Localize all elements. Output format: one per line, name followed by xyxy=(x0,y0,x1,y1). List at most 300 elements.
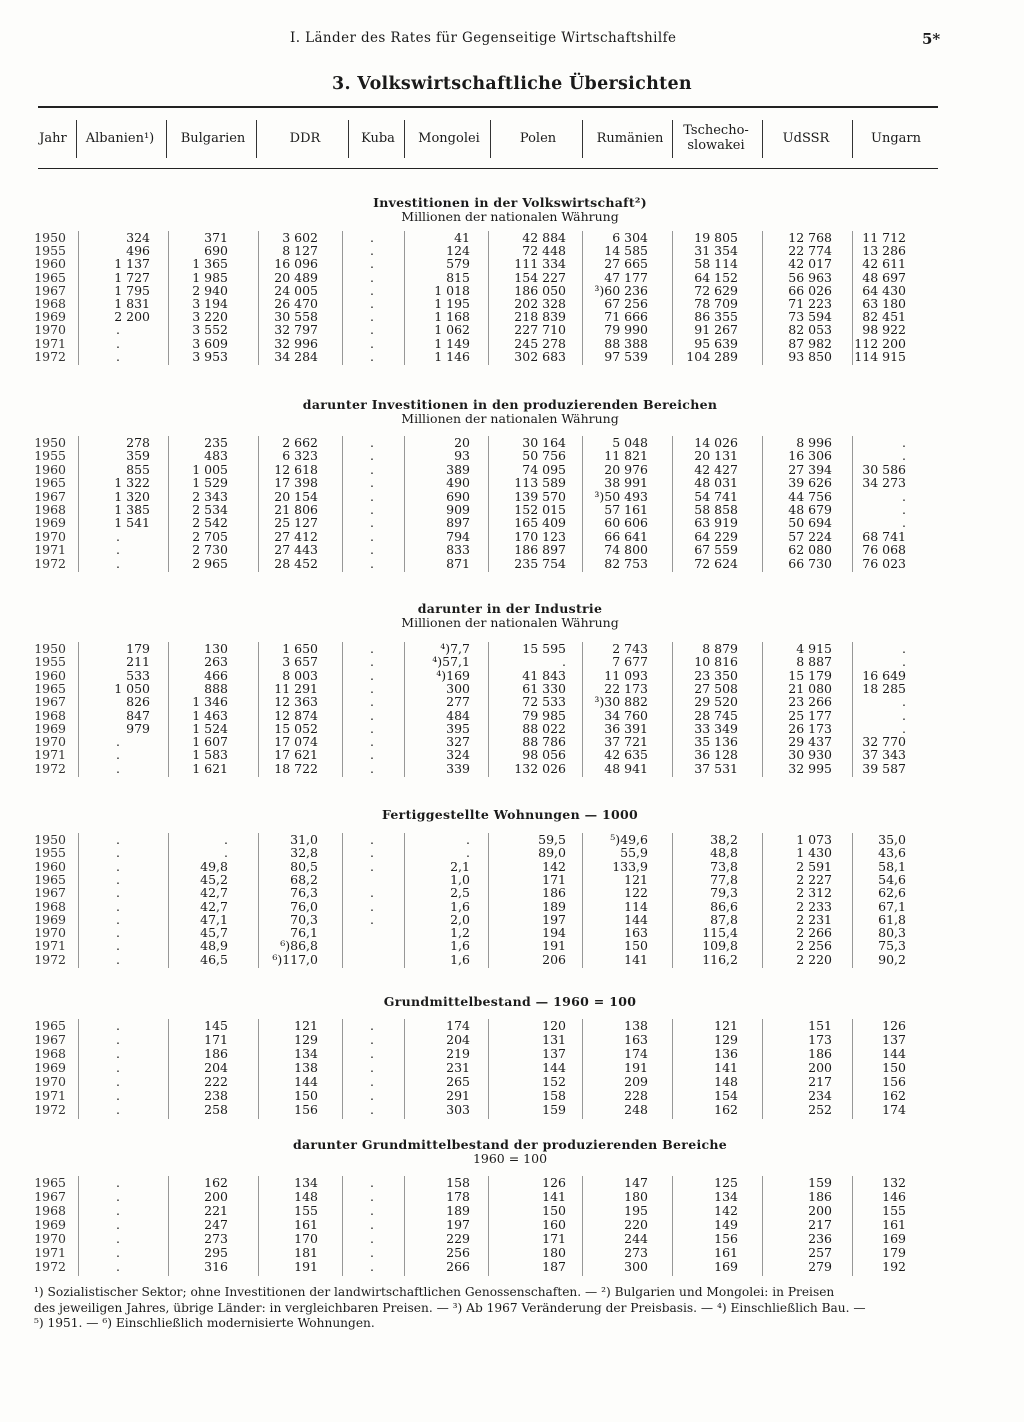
cell-albanien: 324 xyxy=(126,230,150,245)
cell-tschecho: 42 427 xyxy=(694,461,738,477)
cell-mongolei: 1,6 xyxy=(450,938,470,954)
row-year: 1972 xyxy=(34,760,66,776)
cell-bulgarien: 263 xyxy=(204,654,228,670)
cell-polen: 141 xyxy=(542,1189,566,1204)
cell-kuba: . xyxy=(370,667,374,683)
cell-polen: 158 xyxy=(542,1088,566,1103)
cell-kuba: . xyxy=(370,1060,374,1075)
cell-ungarn: 39 587 xyxy=(862,760,906,776)
table-row xyxy=(0,490,1024,504)
cell-tschecho: 64 152 xyxy=(694,269,738,285)
cell-polen: 227 710 xyxy=(514,322,566,338)
cell-tschecho: 8 879 xyxy=(702,641,738,656)
cell-ungarn: 98 922 xyxy=(862,322,906,338)
cell-tschecho: 29 520 xyxy=(694,694,738,710)
cell-udssr: 186 xyxy=(808,1046,832,1061)
cell-rumaenien: 36 391 xyxy=(604,720,648,736)
cell-ungarn: 61,8 xyxy=(878,911,906,927)
cell-tschecho: 48,8 xyxy=(710,845,738,861)
cell-bulgarien: 42,7 xyxy=(200,885,228,901)
row-year: 1972 xyxy=(34,1102,66,1117)
cell-ddr: 191 xyxy=(294,1259,318,1274)
row-year: 1967 xyxy=(34,488,66,504)
cell-polen: 15 595 xyxy=(522,641,566,656)
cell-ddr: 170 xyxy=(294,1231,318,1246)
cell-ddr: 70,3 xyxy=(290,911,318,927)
cell-rumaenien: ³)30 882 xyxy=(594,694,648,710)
cell-kuba: . xyxy=(370,654,374,670)
table-row xyxy=(0,873,1024,887)
cell-rumaenien: 5 048 xyxy=(612,435,648,450)
cell-albanien: 1 320 xyxy=(114,488,150,504)
cell-mongolei: 324 xyxy=(446,747,470,763)
row-year: 1955 xyxy=(34,448,66,464)
cell-tschecho: 20 131 xyxy=(694,448,738,464)
cell-albanien: . xyxy=(116,734,120,750)
cell-tschecho: 14 026 xyxy=(694,435,738,450)
cell-mongolei: 395 xyxy=(446,720,470,736)
table-row xyxy=(0,762,1024,776)
cell-ddr: 25 127 xyxy=(274,515,318,531)
cell-tschecho: 162 xyxy=(714,1102,738,1117)
row-year: 1960 xyxy=(34,256,66,272)
cell-albanien: . xyxy=(116,898,120,914)
cell-rumaenien: 273 xyxy=(624,1245,648,1260)
cell-polen: 159 xyxy=(542,1102,566,1117)
cell-mongolei: 265 xyxy=(446,1074,470,1089)
cell-polen: 206 xyxy=(542,951,566,967)
cell-kuba: . xyxy=(370,720,374,736)
cell-tschecho: 58 858 xyxy=(694,502,738,517)
cell-rumaenien: ³)50 493 xyxy=(594,488,648,504)
cell-mongolei: 1,0 xyxy=(450,871,470,887)
cell-bulgarien: 690 xyxy=(204,243,228,259)
cell-ddr: 24 005 xyxy=(274,282,318,298)
cell-albanien: . xyxy=(116,1032,120,1047)
cell-udssr: 26 173 xyxy=(788,720,832,736)
row-year: 1950 xyxy=(34,641,66,656)
cell-kuba: . xyxy=(370,694,374,710)
cell-albanien: . xyxy=(116,1231,120,1246)
cell-ddr: 181 xyxy=(294,1245,318,1260)
cell-udssr: 42 017 xyxy=(788,256,832,272)
cell-mongolei: 1 146 xyxy=(434,348,470,364)
cell-albanien: . xyxy=(116,951,120,967)
cell-mongolei: 20 xyxy=(454,435,470,450)
table-row xyxy=(0,476,1024,490)
cell-udssr: 25 177 xyxy=(788,707,832,723)
cell-bulgarien: 1 524 xyxy=(192,720,228,736)
cell-ddr: 17 621 xyxy=(274,747,318,763)
table-row xyxy=(0,436,1024,450)
cell-bulgarien: 2 730 xyxy=(192,542,228,558)
cell-mongolei: 1 195 xyxy=(434,296,470,311)
cell-ungarn: . xyxy=(902,707,906,723)
cell-tschecho: 95 639 xyxy=(694,335,738,351)
cell-albanien: . xyxy=(116,925,120,941)
cell-polen: 144 xyxy=(542,1060,566,1075)
cell-kuba: . xyxy=(370,747,374,763)
cell-albanien: 1 322 xyxy=(114,475,150,491)
cell-albanien: 278 xyxy=(126,435,150,450)
cell-kuba: . xyxy=(370,296,374,311)
cell-ddr: 27 412 xyxy=(274,528,318,544)
section-subheading: Millionen der nationalen Währung xyxy=(401,410,619,426)
cell-albanien: . xyxy=(116,1046,120,1061)
cell-udssr: 44 756 xyxy=(788,488,832,504)
cell-ddr: 28 452 xyxy=(274,555,318,571)
running-head: I. Länder des Rates für Gegenseitige Wirtschaftshilfe xyxy=(290,30,677,46)
cell-albanien: 855 xyxy=(126,461,150,477)
cell-tschecho: 109,8 xyxy=(702,938,738,954)
cell-ungarn: 62,6 xyxy=(878,885,906,901)
row-year: 1967 xyxy=(34,282,66,298)
row-year: 1965 xyxy=(34,269,66,285)
cell-mongolei: 219 xyxy=(446,1046,470,1061)
cell-kuba: . xyxy=(370,1189,374,1204)
cell-rumaenien: 248 xyxy=(624,1102,648,1117)
cell-mongolei: 300 xyxy=(446,680,470,696)
cell-udssr: 39 626 xyxy=(788,475,832,491)
cell-tschecho: 38,2 xyxy=(710,832,738,847)
cell-rumaenien: 147 xyxy=(624,1175,648,1190)
cell-bulgarien: 483 xyxy=(204,448,228,464)
cell-udssr: 12 768 xyxy=(788,230,832,245)
cell-udssr: 30 930 xyxy=(788,747,832,763)
cell-tschecho: 154 xyxy=(714,1088,738,1103)
cell-bulgarien: 145 xyxy=(204,1018,228,1033)
cell-kuba: . xyxy=(370,760,374,776)
cell-kuba: . xyxy=(370,898,374,914)
cell-albanien: 179 xyxy=(126,641,150,656)
cell-kuba: . xyxy=(370,832,374,847)
table-row xyxy=(0,1218,1024,1232)
cell-ungarn: 13 286 xyxy=(862,243,906,259)
section-title xyxy=(180,196,840,223)
cell-ddr: 12 618 xyxy=(274,461,318,477)
cell-polen: 88 786 xyxy=(522,734,566,750)
cell-ddr: 150 xyxy=(294,1088,318,1103)
cell-ddr: 8 127 xyxy=(282,243,318,259)
cell-polen: 186 897 xyxy=(514,542,566,558)
table-row xyxy=(0,1075,1024,1089)
row-year: 1969 xyxy=(34,515,66,531)
cell-bulgarien: 45,2 xyxy=(200,871,228,887)
cell-polen: 171 xyxy=(542,1231,566,1246)
cell-mongolei: 1 018 xyxy=(434,282,470,298)
cell-rumaenien: 121 xyxy=(624,871,648,887)
table-row xyxy=(0,557,1024,571)
cell-ungarn: 35,0 xyxy=(878,832,906,847)
cell-ddr: 20 154 xyxy=(274,488,318,504)
cell-ungarn: 174 xyxy=(882,1102,906,1117)
footnotes xyxy=(34,1285,934,1332)
cell-mongolei: 1 168 xyxy=(434,309,470,325)
cell-ddr: 129 xyxy=(294,1032,318,1047)
cell-mongolei: 339 xyxy=(446,760,470,776)
cell-udssr: 217 xyxy=(808,1074,832,1089)
cell-udssr: 2 266 xyxy=(796,925,832,941)
table-row xyxy=(0,1246,1024,1260)
cell-mongolei: 41 xyxy=(454,230,470,245)
cell-mongolei: 1,2 xyxy=(450,925,470,941)
cell-mongolei: 833 xyxy=(446,542,470,558)
cell-ungarn: 63 180 xyxy=(862,296,906,311)
cell-tschecho: 48 031 xyxy=(694,475,738,491)
page-title: 3. Volkswirtschaftliche Übersichten xyxy=(332,74,692,94)
cell-kuba: . xyxy=(370,322,374,338)
cell-kuba: . xyxy=(370,448,374,464)
cell-rumaenien: 37 721 xyxy=(604,734,648,750)
cell-bulgarien: 1 621 xyxy=(192,760,228,776)
table-row xyxy=(0,642,1024,656)
cell-bulgarien: 3 194 xyxy=(192,296,228,311)
cell-polen: 171 xyxy=(542,871,566,887)
cell-albanien: . xyxy=(116,542,120,558)
cell-bulgarien: 47,1 xyxy=(200,911,228,927)
cell-rumaenien: 114 xyxy=(624,898,648,914)
row-year: 1968 xyxy=(34,502,66,517)
table-row xyxy=(0,1260,1024,1274)
cell-polen: 302 683 xyxy=(514,348,566,364)
cell-ungarn: . xyxy=(902,448,906,464)
cell-tschecho: 72 624 xyxy=(694,555,738,571)
cell-bulgarien: 2 534 xyxy=(192,502,228,517)
cell-tschecho: 161 xyxy=(714,1245,738,1260)
cell-bulgarien: 3 953 xyxy=(192,348,228,364)
cell-kuba: . xyxy=(370,641,374,656)
row-year: 1971 xyxy=(34,1245,66,1260)
cell-bulgarien: 1 463 xyxy=(192,707,228,723)
cell-rumaenien: 42 635 xyxy=(604,747,648,763)
cell-polen: 160 xyxy=(542,1217,566,1232)
cell-rumaenien: 163 xyxy=(624,925,648,941)
cell-udssr: 200 xyxy=(808,1203,832,1218)
column-header-bulgarien: Bulgarien xyxy=(180,130,246,146)
cell-udssr: 8 996 xyxy=(796,435,832,450)
cell-ungarn: . xyxy=(902,488,906,504)
cell-ungarn: 169 xyxy=(882,1231,906,1246)
cell-tschecho: 115,4 xyxy=(702,925,738,941)
row-year: 1968 xyxy=(34,296,66,311)
cell-tschecho: 23 350 xyxy=(694,667,738,683)
cell-bulgarien: 3 220 xyxy=(192,309,228,325)
cell-mongolei: 277 xyxy=(446,694,470,710)
cell-ungarn: . xyxy=(902,720,906,736)
row-year: 1972 xyxy=(34,555,66,571)
cell-bulgarien: 204 xyxy=(204,1060,228,1075)
cell-albanien: . xyxy=(116,938,120,954)
row-year: 1970 xyxy=(34,528,66,544)
cell-polen: 235 754 xyxy=(514,555,566,571)
cell-tschecho: 129 xyxy=(714,1032,738,1047)
cell-mongolei: 484 xyxy=(446,707,470,723)
cell-kuba: . xyxy=(370,1203,374,1218)
cell-polen: 187 xyxy=(542,1259,566,1274)
cell-polen: 59,5 xyxy=(538,832,566,847)
cell-kuba: . xyxy=(370,515,374,531)
cell-udssr: 2 231 xyxy=(796,911,832,927)
cell-ungarn: . xyxy=(902,654,906,670)
cell-kuba: . xyxy=(370,435,374,450)
cell-rumaenien: 141 xyxy=(624,951,648,967)
cell-bulgarien: 200 xyxy=(204,1189,228,1204)
cell-mongolei: . xyxy=(466,845,470,861)
cell-polen: 142 xyxy=(542,858,566,874)
cell-ddr: 21 806 xyxy=(274,502,318,517)
cell-ddr: 11 291 xyxy=(274,680,318,696)
cell-mongolei: 871 xyxy=(446,555,470,571)
cell-kuba: . xyxy=(370,707,374,723)
cell-tschecho: 149 xyxy=(714,1217,738,1232)
table-row xyxy=(0,1103,1024,1117)
footnote-line: des jeweiligen Jahres, übrige Länder: in vergleichbaren Preisen. — ³) Ab 1967 Veränderung der Preisbasis. — ⁴) Einschließlich Bau. — xyxy=(34,1300,866,1315)
cell-polen: 131 xyxy=(542,1032,566,1047)
cell-mongolei: 909 xyxy=(446,502,470,517)
cell-bulgarien: 49,8 xyxy=(200,858,228,874)
cell-ddr: 20 489 xyxy=(274,269,318,285)
cell-mongolei: 174 xyxy=(446,1018,470,1033)
cell-ddr: 76,1 xyxy=(290,925,318,941)
cell-bulgarien: 295 xyxy=(204,1245,228,1260)
cell-albanien: . xyxy=(116,858,120,874)
cell-udssr: 2 256 xyxy=(796,938,832,954)
row-year: 1955 xyxy=(34,654,66,670)
row-year: 1967 xyxy=(34,1032,66,1047)
row-year: 1969 xyxy=(34,1060,66,1075)
cell-bulgarien: 235 xyxy=(204,435,228,450)
cell-udssr: 252 xyxy=(808,1102,832,1117)
cell-albanien: 1 385 xyxy=(114,502,150,517)
cell-polen: 113 589 xyxy=(514,475,566,491)
cell-albanien: . xyxy=(116,885,120,901)
table-row xyxy=(0,503,1024,517)
cell-bulgarien: 2 343 xyxy=(192,488,228,504)
cell-tschecho: 134 xyxy=(714,1189,738,1204)
page-number: 5* xyxy=(922,30,941,48)
cell-tschecho: 72 629 xyxy=(694,282,738,298)
row-year: 1970 xyxy=(34,1231,66,1246)
cell-kuba: . xyxy=(370,488,374,504)
cell-bulgarien: 222 xyxy=(204,1074,228,1089)
cell-bulgarien: 186 xyxy=(204,1046,228,1061)
cell-mongolei: 2,1 xyxy=(450,858,470,874)
cell-bulgarien: 221 xyxy=(204,1203,228,1218)
row-year: 1971 xyxy=(34,1088,66,1103)
cell-polen: 245 278 xyxy=(514,335,566,351)
cell-rumaenien: 195 xyxy=(624,1203,648,1218)
cell-polen: 120 xyxy=(542,1018,566,1033)
cell-rumaenien: 244 xyxy=(624,1231,648,1246)
cell-albanien: . xyxy=(116,528,120,544)
row-year: 1970 xyxy=(34,1074,66,1089)
cell-ddr: 155 xyxy=(294,1203,318,1218)
cell-mongolei: ⁴)169 xyxy=(436,667,470,683)
cell-udssr: 4 915 xyxy=(796,641,832,656)
cell-albanien: 847 xyxy=(126,707,150,723)
table-row xyxy=(0,1089,1024,1103)
cell-albanien: . xyxy=(116,322,120,338)
cell-ddr: 12 363 xyxy=(274,694,318,710)
cell-mongolei: 2,5 xyxy=(450,885,470,901)
cell-albanien: . xyxy=(116,1189,120,1204)
row-year: 1969 xyxy=(34,1217,66,1232)
cell-polen: 42 884 xyxy=(522,230,566,245)
cell-polen: 88 022 xyxy=(522,720,566,736)
cell-tschecho: 142 xyxy=(714,1203,738,1218)
section-title xyxy=(180,808,840,822)
cell-polen: 150 xyxy=(542,1203,566,1218)
cell-bulgarien: 1 529 xyxy=(192,475,228,491)
cell-kuba: . xyxy=(370,243,374,259)
cell-ddr: 134 xyxy=(294,1046,318,1061)
cell-rumaenien: 228 xyxy=(624,1088,648,1103)
cell-kuba: . xyxy=(370,230,374,245)
cell-albanien: . xyxy=(116,1175,120,1190)
cell-rumaenien: 2 743 xyxy=(612,641,648,656)
cell-bulgarien: 46,5 xyxy=(200,951,228,967)
cell-ungarn: 11 712 xyxy=(862,230,906,245)
cell-mongolei: 178 xyxy=(446,1189,470,1204)
cell-udssr: 2 227 xyxy=(796,871,832,887)
row-year: 1971 xyxy=(34,938,66,954)
cell-udssr: 29 437 xyxy=(788,734,832,750)
cell-tschecho: 54 741 xyxy=(694,488,738,504)
cell-ungarn: 32 770 xyxy=(862,734,906,750)
cell-kuba: . xyxy=(370,1245,374,1260)
cell-bulgarien: 2 705 xyxy=(192,528,228,544)
row-year: 1969 xyxy=(34,911,66,927)
cell-albanien: 979 xyxy=(126,720,150,736)
cell-tschecho: 156 xyxy=(714,1231,738,1246)
column-header-albanien: Albanien¹) xyxy=(85,130,155,146)
cell-ddr: 32 996 xyxy=(274,335,318,351)
cell-tschecho: 86 355 xyxy=(694,309,738,325)
cell-udssr: 93 850 xyxy=(788,348,832,364)
cell-mongolei: 197 xyxy=(446,1217,470,1232)
cell-rumaenien: 174 xyxy=(624,1046,648,1061)
cell-ungarn: 58,1 xyxy=(878,858,906,874)
cell-kuba: . xyxy=(370,555,374,571)
cell-polen: 186 050 xyxy=(514,282,566,298)
cell-tschecho: 64 229 xyxy=(694,528,738,544)
cell-udssr: 66 730 xyxy=(788,555,832,571)
section-heading: darunter Investitionen in den produzierenden Bereichen xyxy=(302,397,718,412)
cell-bulgarien: 45,7 xyxy=(200,925,228,941)
cell-albanien: 1 727 xyxy=(114,269,150,285)
column-header-udssr: UdSSR xyxy=(782,130,830,146)
cell-rumaenien: 97 539 xyxy=(604,348,648,364)
cell-albanien: . xyxy=(116,1217,120,1232)
cell-ddr: 18 722 xyxy=(274,760,318,776)
section-heading: darunter Grundmittelbestand der produzierenden Bereiche xyxy=(292,1137,728,1152)
table-row xyxy=(0,833,1024,847)
cell-ddr: 16 096 xyxy=(274,256,318,272)
cell-mongolei: 490 xyxy=(446,475,470,491)
cell-tschecho: 36 128 xyxy=(694,747,738,763)
cell-mongolei: 2,0 xyxy=(450,911,470,927)
cell-albanien: . xyxy=(116,1060,120,1075)
cell-ddr: 121 xyxy=(294,1018,318,1033)
cell-albanien: . xyxy=(116,1259,120,1274)
column-header-kuba: Kuba xyxy=(361,130,395,146)
row-year: 1967 xyxy=(34,885,66,901)
row-year: 1967 xyxy=(34,1189,66,1204)
cell-rumaenien: 74 800 xyxy=(604,542,648,558)
cell-polen: 50 756 xyxy=(522,448,566,464)
cell-ungarn: 18 285 xyxy=(862,680,906,696)
cell-tschecho: 28 745 xyxy=(694,707,738,723)
